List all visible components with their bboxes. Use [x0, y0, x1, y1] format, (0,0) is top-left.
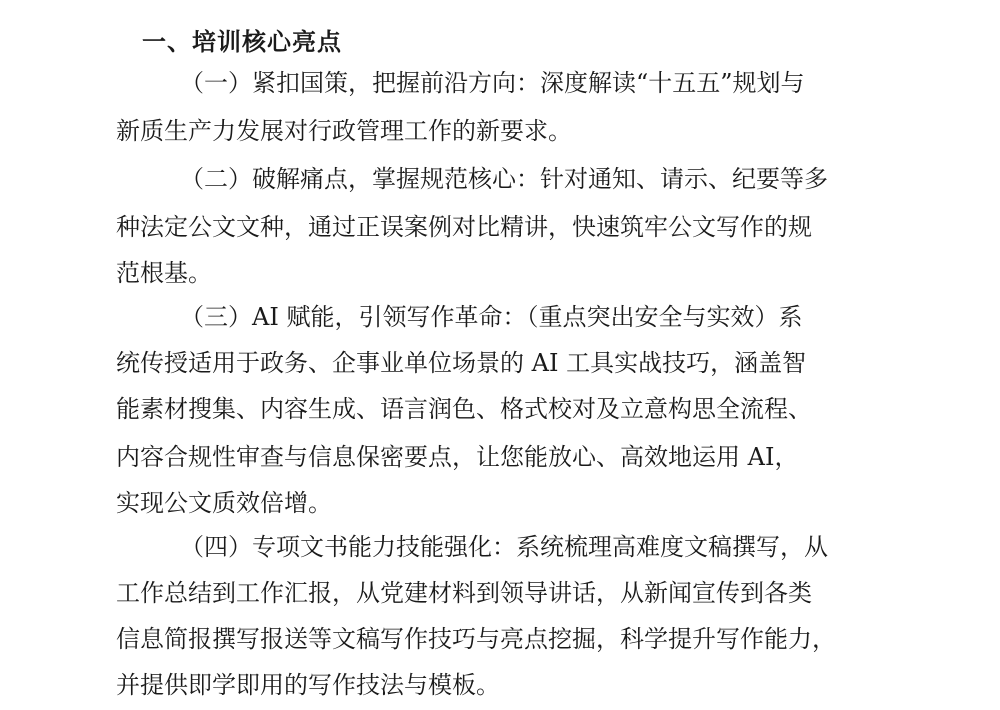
- paragraph-4-line-2: 工作总结到工作汇报，从党建材料到领导讲话，从新闻宣传到各类: [116, 579, 812, 607]
- paragraph-2-line-2: 种法定公文文种，通过正误案例对比精讲，快速筑牢公文写作的规: [116, 213, 812, 241]
- paragraph-3-line-1: （三）AI 赋能，引领写作革命：（重点突出安全与实效）系: [180, 303, 803, 331]
- section-heading: 一、培训核心亮点: [142, 28, 342, 56]
- paragraph-3-line-4: 内容合规性审查与信息保密要点，让您能放心、高效地运用 AI，: [116, 443, 799, 471]
- paragraph-2-line-1: （二）破解痛点，掌握规范核心：针对通知、请示、纪要等多: [180, 165, 828, 193]
- paragraph-3-line-5: 实现公文质效倍增。: [116, 489, 332, 517]
- paragraph-1-line-2: 新质生产力发展对行政管理工作的新要求。: [116, 117, 572, 145]
- paragraph-2-line-3: 范根基。: [116, 259, 212, 287]
- paragraph-4-line-4: 并提供即学即用的写作技法与模板。: [116, 671, 500, 699]
- paragraph-3-line-3: 能素材搜集、内容生成、语言润色、格式校对及立意构思全流程、: [116, 395, 812, 423]
- paragraph-4-line-1: （四）专项文书能力技能强化：系统梳理高难度文稿撰写，从: [180, 533, 828, 561]
- paragraph-1-line-1: （一）紧扣国策，把握前沿方向：深度解读“十五五”规划与: [180, 69, 805, 97]
- paragraph-3-line-2: 统传授适用于政务、企事业单位场景的 AI 工具实战技巧，涵盖智: [116, 349, 807, 377]
- paragraph-4-line-3: 信息简报撰写报送等文稿写作技巧与亮点挖掘，科学提升写作能力，: [116, 625, 836, 653]
